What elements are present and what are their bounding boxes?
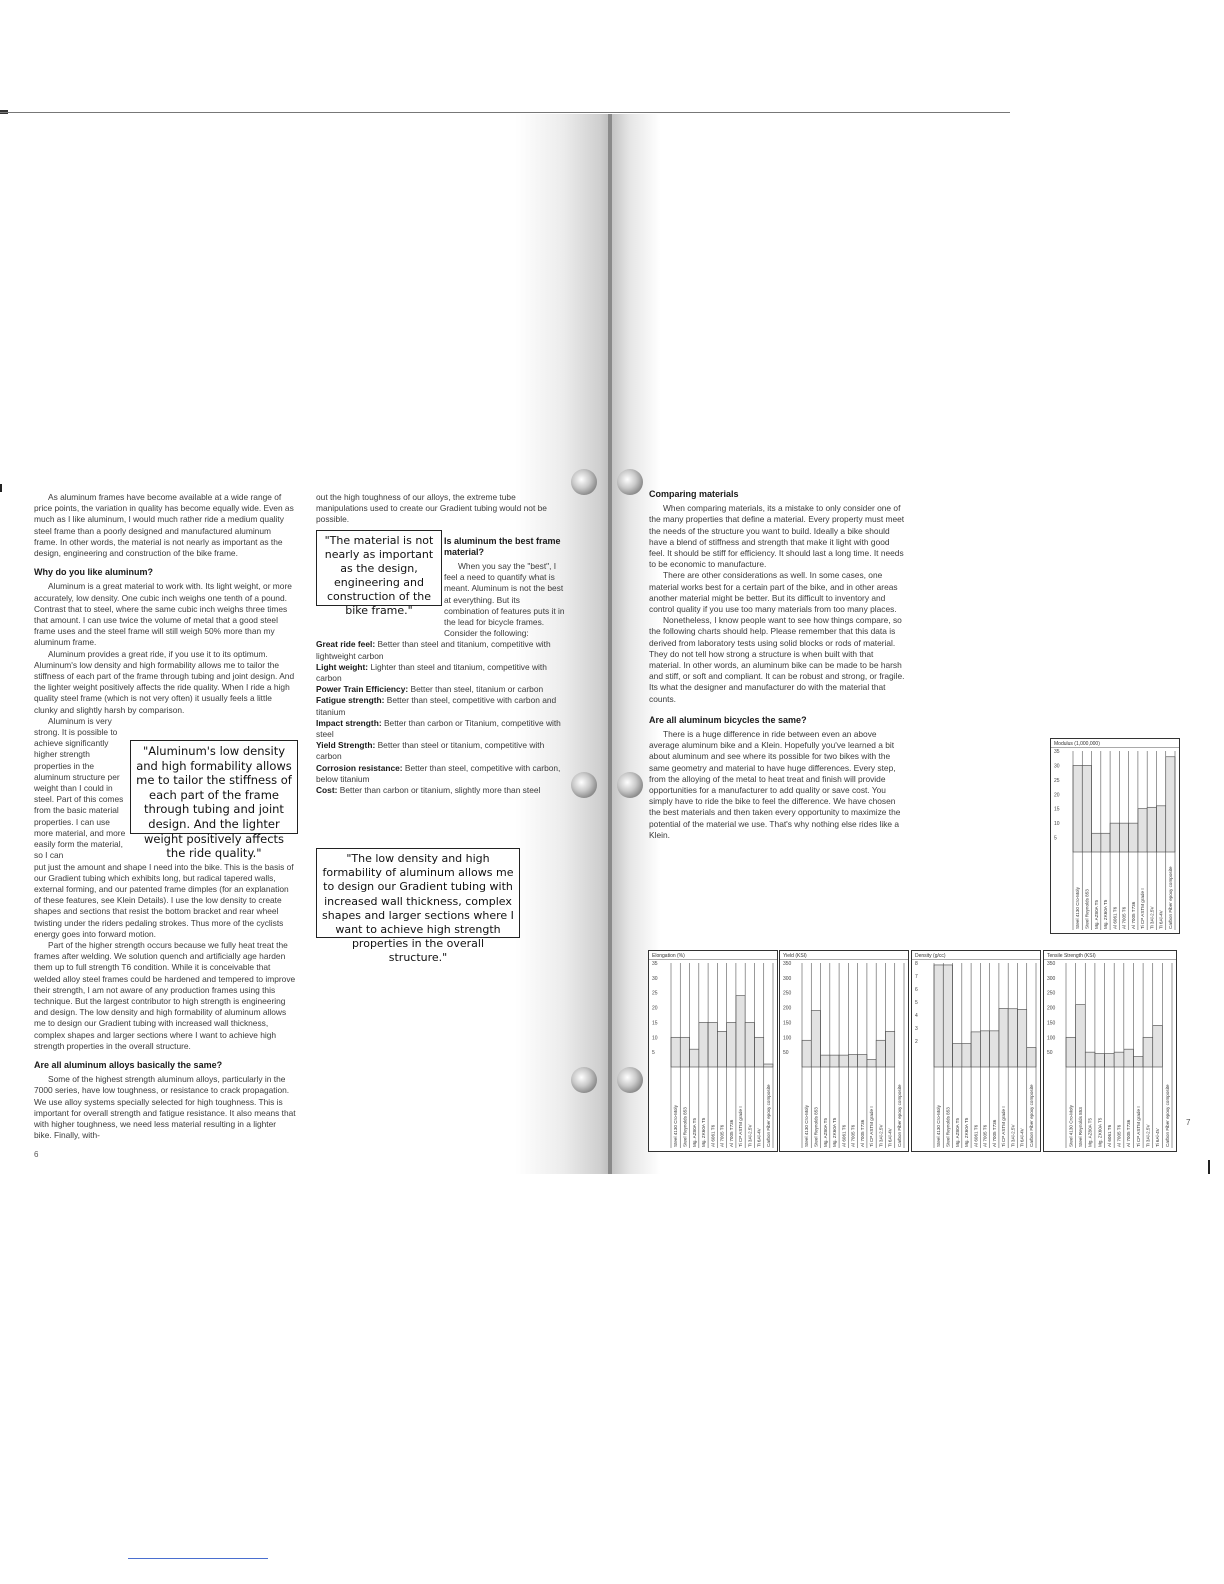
chart-density <box>911 950 1041 1152</box>
category-label: Ti 3Al-2.5V <box>1145 1124 1151 1147</box>
y-tick-label: 4 <box>915 1013 918 1019</box>
category-label: Steel Reynolds 853 <box>1084 889 1090 929</box>
chart-elongation <box>648 950 778 1152</box>
bar <box>1129 823 1138 852</box>
bar <box>802 1040 811 1067</box>
category-label: Al 7005 T736 <box>1126 1119 1132 1147</box>
paragraph: Aluminum provides a great ride, if you use it to its optimum. Aluminum's low density and high formability allows me to tailor the stiffness of each part of the frame through tubing and joint design. And the lighter weight positively affects the ride quality. When I ride a high quality steel frame (which is not very often) it usually feels a little clunky and slightly harsh by comparison. <box>34 648 295 715</box>
category-label: Ti 6Al-4V <box>1158 910 1164 929</box>
bar <box>848 1055 857 1067</box>
y-tick-label: 15 <box>1054 806 1060 813</box>
bar <box>717 1031 726 1067</box>
chart-svg <box>912 951 1040 1151</box>
y-tick-label: 30 <box>1054 763 1060 770</box>
category-label: Ti CP ASTM grade I <box>1135 1106 1141 1147</box>
bar <box>1082 765 1091 852</box>
property-item: Great ride feel: Better than steel and titanium, competitive with lightweight carbon <box>316 639 551 661</box>
binder-hole <box>617 772 643 798</box>
bar <box>1138 809 1147 852</box>
y-tick-label: 20 <box>1054 792 1060 799</box>
category-label: Mg. ZK60A T5 <box>701 1117 707 1147</box>
y-tick-label: 150 <box>1047 1020 1056 1027</box>
category-label: Mg. AZ80A T5 <box>954 1117 960 1147</box>
section-heading: Comparing materials <box>649 489 739 499</box>
bar <box>1076 1005 1086 1067</box>
binder-hole <box>571 772 597 798</box>
y-tick-label: 30 <box>652 975 658 982</box>
category-label: Al 6061 T6 <box>710 1124 716 1147</box>
paragraph: put just the amount and shape I need into the bike. This is the basis of our Gradient tubing which exhibits long, but radical tapered walls, external forming, and our patented frame dimples (for an explanation of these features, see Klein Details). I use the low density to create shapes and sections that resist the bottom bracket and rear wheel twisting under the riders pedaling strokes. Thus more of the cyclists energy goes into forward motion. <box>34 861 294 939</box>
bar <box>876 1040 885 1067</box>
chart-title: Tensile Strength (KSI) <box>1047 953 1096 959</box>
paragraph: Aluminum is a great material to work with. Its light weight, or more accurately, low density. One cubic inch weighs one tenth of a pound. Contrast that to steel, where the same cubic inch weighs three times that amount. I can use twice the volume of metal that a good steel frame uses and the steel frame will still weigh 50% more than my aluminum frame. <box>34 581 292 648</box>
category-label: Steel Reynolds 853 <box>682 1107 688 1147</box>
chart-svg <box>649 951 777 1151</box>
bar <box>885 1031 894 1067</box>
y-tick-label: 3 <box>915 1026 918 1032</box>
category-label: Al 7005 T736 <box>1130 901 1136 929</box>
y-tick-label: 25 <box>652 990 658 997</box>
bar <box>867 1060 876 1067</box>
edge-mark <box>1208 1160 1210 1174</box>
category-label: Ti CP ASTM grade I <box>869 1106 875 1147</box>
y-tick-label: 6 <box>915 987 918 993</box>
bar <box>934 965 943 1067</box>
bar <box>671 1037 680 1067</box>
y-tick-label: 2 <box>915 1039 918 1045</box>
underline-mark <box>128 1558 268 1559</box>
pull-quote: "Aluminum's low density and high formability allows me to tailor the stiffness of each part of the frame through tubing and joint design. And the lighter weight positively affects the ride quality." <box>130 740 298 834</box>
bar <box>1147 807 1156 852</box>
category-label: Steel 4130 Cro-Moly <box>1075 887 1081 929</box>
paragraph: out the high toughness of our alloys, the extreme tube manipulations used to create our Gradient tubing would not be possible. <box>316 492 547 525</box>
category-label: Steel 4130 Cro-Moly <box>804 1105 810 1147</box>
category-label: Al 7005 T736 <box>991 1119 997 1147</box>
y-tick-label: 10 <box>1054 821 1060 828</box>
category-label: Mg. ZK60A T5 <box>1097 1117 1103 1147</box>
category-label: Al 6061 T6 <box>1106 1124 1112 1147</box>
section-heading: Are all aluminum bicycles the same? <box>649 714 807 725</box>
section-heading: Is aluminum the best frame material? <box>444 535 561 557</box>
y-tick-label: 100 <box>783 1035 792 1042</box>
binding-spine <box>608 114 612 1174</box>
bar <box>1101 833 1110 852</box>
bar <box>680 1037 689 1067</box>
chart-title: Elongation (%) <box>652 953 685 959</box>
binder-hole <box>617 1067 643 1093</box>
category-label: Ti 6Al-4V <box>1019 1128 1025 1147</box>
category-label: Al 6061 T6 <box>1112 906 1118 929</box>
bar <box>1153 1025 1163 1067</box>
property-item: Corrosion resistance: Better than steel, competitive with carbon, below titanium <box>316 762 561 784</box>
bar <box>953 1044 962 1067</box>
bar <box>1073 765 1082 852</box>
y-tick-label: 300 <box>1047 975 1056 982</box>
y-tick-label: 20 <box>652 1005 658 1012</box>
y-tick-label: 5 <box>1054 835 1057 842</box>
binder-hole <box>571 1067 597 1093</box>
paragraph: There are other considerations as well. In some cases, one material works best for a certain part of the bike, and in other areas another material might be better. But its difficult to inventory and control quality if you use too many materials from too many places. <box>649 570 898 615</box>
category-label: Al 7005 T6 <box>1121 906 1127 929</box>
bar <box>690 1049 699 1067</box>
chart-modulus <box>1050 738 1180 934</box>
top-rule <box>0 112 1010 113</box>
chart-title: Density (g/cc) <box>915 953 946 959</box>
bar <box>1027 1048 1036 1068</box>
paragraph: Aluminum is very strong. It is possible to achieve significantly higher strength properties in the aluminum structure per weight than I could in steel. Part of this comes from the basic material properties. I can use more material, and more easily form the material, so I can <box>34 715 126 861</box>
category-label: Ti CP ASTM grade I <box>738 1106 744 1147</box>
chart-svg <box>1044 951 1176 1151</box>
category-label: Steel Reynolds 853 <box>1078 1107 1084 1147</box>
chart-tensile-strength <box>1043 950 1177 1152</box>
bar <box>727 1022 736 1067</box>
property-item: Yield Strength: Better than steel or titanium, competitive with carbon <box>316 740 545 762</box>
pull-quote: "The low density and high formability of aluminum allows me to design our Gradient tubing with increased wall thickness, complex shapes and larger sections where I want to achieve high strength properties in the overall structure." <box>316 848 520 938</box>
y-tick-label: 7 <box>915 974 918 980</box>
bar <box>839 1055 848 1067</box>
bar <box>1092 833 1101 852</box>
right-column <box>649 489 905 841</box>
category-label: Ti 6Al-4V <box>756 1128 762 1147</box>
category-label: Mg. ZK60A T5 <box>1103 899 1109 929</box>
category-label: Mg. AZ80A T5 <box>822 1117 828 1147</box>
paragraph: When you say the "best", I feel a need to quantify what is meant. Aluminum is not the best at everything. But its combination of features puts it in the lead for bicycle frames. Consider the following: <box>444 561 565 639</box>
binder-hole <box>571 469 597 495</box>
y-tick-label: 10 <box>652 1035 658 1042</box>
bar <box>830 1055 839 1067</box>
category-label: Steel 4130 Cro-Moly <box>673 1105 679 1147</box>
category-label: Mg. ZK60A T5 <box>832 1117 838 1147</box>
bar <box>708 1022 717 1067</box>
category-label: Ti 6Al-4V <box>1155 1128 1161 1147</box>
paragraph: Part of the higher strength occurs because we fully heat treat the frames after welding. We solution quench and artificially age harden them up to full strength T6 condition. While it is conceivable that welded alloy steel frames could be hardened and tempered to improve their strength, I am not aware of any production frames using this technique. But the largest contributor to high strength is engineering and design. The low density and high formability of aluminum allows me to design our Gradient tubing with increased wall thickness, complex shapes and larger sections where I want to achieve high strength properties in the overall structure. <box>34 939 296 1051</box>
bar <box>1110 823 1119 852</box>
category-label: Steel Reynolds 853 <box>813 1107 819 1147</box>
category-label: Steel 4130 Cro-Moly <box>1068 1105 1074 1147</box>
paragraph: There is a huge difference in ride between even an above average aluminum bike and a Klein. Hopefully you've learned a bit about aluminum and see where its possible for two bikes with the same geometry and material to have huge differences. Every step, from the alloying of the metal to heat treat and finish will provide opportunities for a manufacturer to add quality or save cost. You simply have to ride the bike to feel the difference. We have chosen the best materials and then taken every opportunity to maximize the potential of the material we use. That's why nothing else rides like a Klein. <box>649 729 901 840</box>
y-tick-label: 5 <box>915 1000 918 1006</box>
y-tick-label: 35 <box>1054 749 1060 755</box>
y-tick-label: 8 <box>915 961 918 967</box>
category-label: Ti 3Al-2.5V <box>747 1124 753 1147</box>
paragraph: Nonetheless, I know people want to see how things compare, so the following charts should help. Please remember that this data is derived from laboratory tests using solid blocks or rods of material. They do not tell how strong a structure is when built with that material. In other words, an aluminum bike can be made to be harsh and stiff, or soft and compliant. It can be robust and strong, or fragile. Its what the designer and manufacturer do with the material that counts. <box>649 615 905 704</box>
bar <box>1166 757 1175 852</box>
category-label: Carbon Fiber epoxy composite <box>896 1084 902 1147</box>
bar <box>1095 1054 1105 1067</box>
category-label: Ti 3Al-2.5V <box>1149 906 1155 929</box>
bar <box>1105 1054 1115 1067</box>
category-label: Al 7005 T6 <box>1116 1124 1122 1147</box>
paragraph: Some of the highest strength aluminum alloys, particularly in the 7000 series, have low toughness, or resistance to crack propagation. We use alloy systems specially selected for high toughness. This is important for overall strength and fatigue resistance. It also means that with higher toughness, we need less material resulting in a lighter bike. Finally, with- <box>34 1074 296 1141</box>
y-tick-label: 250 <box>783 990 792 997</box>
y-tick-label: 100 <box>1047 1035 1056 1042</box>
y-tick-label: 200 <box>1047 1005 1056 1012</box>
property-item: Cost: Better than carbon or titanium, slightly more than steel <box>316 785 541 796</box>
chart-svg <box>780 951 908 1151</box>
bar <box>999 1009 1008 1068</box>
bar <box>1156 806 1165 852</box>
page-number: 7 <box>1186 1118 1191 1127</box>
y-tick-label: 150 <box>783 1020 792 1027</box>
category-label: Ti 3Al-2.5V <box>1010 1124 1016 1147</box>
y-tick-label: 35 <box>652 961 658 967</box>
section-heading: Why do you like aluminum? <box>34 567 154 578</box>
bar <box>754 1037 763 1067</box>
bar <box>1008 1009 1017 1067</box>
property-item: Light weight: Lighter than steel and titanium, competitive with carbon <box>316 661 547 684</box>
y-tick-label: 250 <box>1047 990 1056 997</box>
category-label: Steel Reynolds 853 <box>945 1107 951 1147</box>
paragraph: When comparing materials, its a mistake to only consider one of the many properties that define a material. Every property must meet the needs of the structure you want to build. Ideally a bike should have a blend of stiffness and strength that make it light with good feel. It should be stiff for efficiency. It should last a long time. It needs to be economic to manufacture. <box>649 503 905 570</box>
category-label: Steel 4130 Cro-Moly <box>936 1105 942 1147</box>
category-label: Mg. ZK60A T5 <box>964 1117 970 1147</box>
category-label: Mg. AZ80A T5 <box>691 1117 697 1147</box>
category-label: Al 7005 T6 <box>850 1124 856 1147</box>
bar <box>1017 1009 1026 1067</box>
y-tick-label: 350 <box>1047 961 1056 967</box>
category-label: Al 7005 T6 <box>719 1124 725 1147</box>
chart-title: Yield (KSI) <box>783 953 807 959</box>
y-tick-label: 300 <box>783 975 792 982</box>
category-label: Ti CP ASTM grade I <box>1140 888 1146 929</box>
category-label: Ti 6Al-4V <box>887 1128 893 1147</box>
bar <box>990 1031 999 1067</box>
category-label: Mg. AZ80A T5 <box>1093 899 1099 929</box>
property-item: Impact strength: Better than carbon or Titanium, competitive with steel <box>316 717 561 740</box>
paragraph: As aluminum frames have become available at a wide range of price points, the variation in quality has become equally wide. Even as much as I like aluminum, I would much rather ride a medium quality steel frame than a poorly designed and manufactured aluminum frame. In other words, the material is not nearly as important as the design, engineering and construction of the bike frame. <box>34 492 294 559</box>
bar <box>1133 1057 1143 1067</box>
bar <box>1119 823 1128 852</box>
bar <box>858 1055 867 1067</box>
bar <box>811 1011 820 1067</box>
edge-mark <box>0 484 2 492</box>
y-tick-label: 5 <box>652 1050 655 1057</box>
y-tick-label: 350 <box>783 961 792 967</box>
bar <box>745 1022 754 1067</box>
property-item: Power Train Efficiency: Better than steel, titanium or carbon <box>316 684 544 695</box>
bar <box>1124 1049 1134 1067</box>
chart-yield <box>779 950 909 1152</box>
bar <box>943 965 952 1067</box>
bar <box>1143 1037 1153 1067</box>
pull-quote: "The material is not nearly as important as the design, engineering and construction of the bike frame." <box>316 530 442 606</box>
category-label: Ti CP ASTM grade I <box>1001 1106 1007 1147</box>
category-label: Carbon Fiber epoxy composite <box>1028 1084 1034 1147</box>
y-tick-label: 15 <box>652 1020 658 1027</box>
category-label: Carbon Fiber epoxy composite <box>765 1084 771 1147</box>
bar <box>1114 1052 1124 1067</box>
y-tick-label: 200 <box>783 1005 792 1012</box>
category-label: Carbon Fiber epoxy composite <box>1167 866 1173 929</box>
bar <box>971 1032 980 1067</box>
y-tick-label: 25 <box>1054 777 1060 784</box>
bar <box>1066 1037 1076 1067</box>
chart-title: Modulus (1,000,000) <box>1054 741 1100 747</box>
category-label: Al 6061 T6 <box>841 1124 847 1147</box>
category-label: Al 7005 T736 <box>859 1119 865 1147</box>
y-tick-label: 50 <box>783 1050 789 1057</box>
property-item: Fatigue strength: Better than steel, competitive with carbon and titanium <box>316 695 557 717</box>
bar <box>764 1064 773 1067</box>
bar <box>736 996 745 1067</box>
bar <box>699 1022 708 1067</box>
category-label: Mg. AZ80A T5 <box>1087 1117 1093 1147</box>
chart-svg <box>1051 739 1179 933</box>
bar <box>962 1044 971 1067</box>
bar <box>980 1031 989 1067</box>
category-label: Al 7005 T736 <box>728 1119 734 1147</box>
category-label: Al 6061 T6 <box>973 1124 979 1147</box>
bar <box>821 1055 830 1067</box>
category-label: Ti 3Al-2.5V <box>878 1124 884 1147</box>
bar <box>1085 1052 1095 1067</box>
property-list <box>316 639 566 796</box>
binder-hole <box>617 469 643 495</box>
category-label: Carbon Fiber epoxy composite <box>1164 1084 1170 1147</box>
section-heading: Are all aluminum alloys basically the same? <box>34 1059 223 1070</box>
category-label: Al 7005 T6 <box>982 1124 988 1147</box>
page-number: 6 <box>34 1150 39 1159</box>
y-tick-label: 50 <box>1047 1050 1053 1057</box>
